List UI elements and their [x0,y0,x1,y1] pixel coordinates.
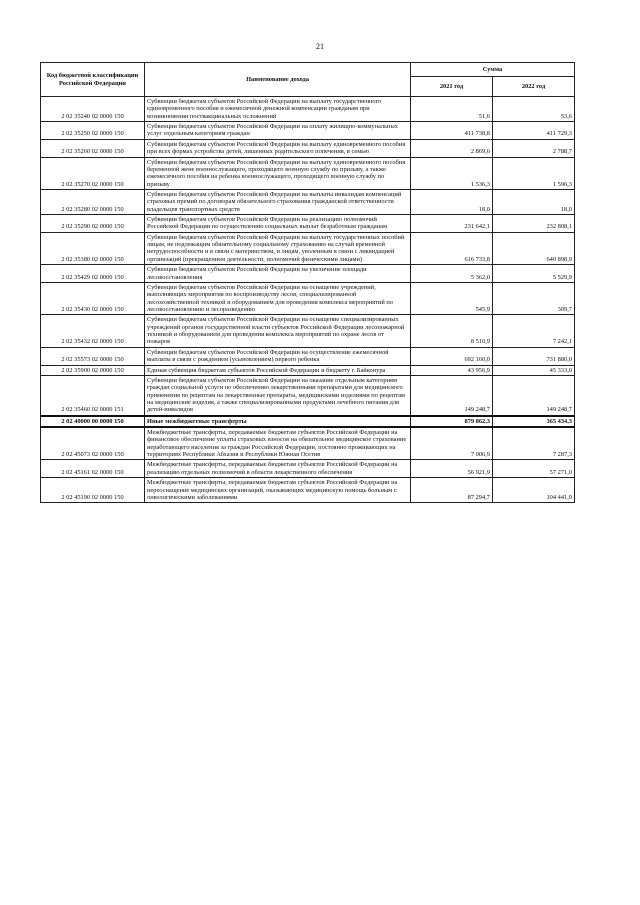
sum-2021-cell: 545,9 [411,282,493,314]
budget-code-cell: 2 02 35240 02 0000 150 [41,97,145,122]
sum-2022-cell: 365 434,3 [493,416,575,427]
budget-code-cell: 2 02 35430 02 0000 150 [41,282,145,314]
sum-2021-cell: 692 160,0 [411,347,493,365]
table-row [41,265,575,283]
income-name-cell: Субвенции бюджетам субъектов Российской Федерации на оплату жилищно-коммунальных услуг отдельным категориям граждан [145,122,411,140]
sum-2021-cell: 18,0 [411,189,493,214]
income-name-cell: Субвенции бюджетам субъектов Российской Федерации на оказание отдельным категориям граждан социальной услуги по обеспечению лекарственными препаратами для медицинского применения по рецептам на лекарственные препараты, медицинскими изделиями по рецептам на медицинские изделия, а также специализированными продуктами лечебного питания для детей-инвалидов [145,375,411,415]
income-name-cell: Субвенции бюджетам субъектов Российской Федерации на увеличение площади лесовосстановления [145,265,411,283]
income-name-cell: Субвенции бюджетам субъектов Российской Федерации на оснащение специализированных учреждений органов государственной власти субъектов Российской Федерации лесопожарной техникой и оборудованием для проведения комплекса мероприятий по охране лесов от пожаров [145,315,411,347]
sum-2022-cell: 104 441,9 [493,478,575,503]
page-number: 21 [316,42,324,51]
header-name: Наименование дохода [145,63,411,97]
header-year-2022: 2022 год [493,77,575,97]
header-code: Код бюджетной классификации Российской Федерации [41,63,145,97]
table-row [41,215,575,233]
sum-2021-cell: 8 510,9 [411,315,493,347]
sum-2022-cell: 5 529,9 [493,265,575,283]
income-name-cell: Субвенции бюджетам субъектов Российской Федерации на осуществление ежемесячной выплаты в связи с рождением (усыновлением) первого ребенка [145,347,411,365]
budget-code-cell: 2 02 35429 02 0000 150 [41,265,145,283]
table-row [41,365,575,375]
sum-2022-cell: 18,0 [493,189,575,214]
sum-2021-cell: 879 862,3 [411,416,493,427]
sum-2021-cell: 616 733,8 [411,232,493,264]
sum-2022-cell: 7 287,3 [493,427,575,460]
budget-income-table [40,62,575,503]
sum-2022-cell: 2 788,7 [493,139,575,157]
income-name-cell: Субвенции бюджетам субъектов Российской Федерации на выплату государственных пособий лицам, не подлежащим обязательному социальному страхованию на случай временной нетрудоспособности и в связи с материнством, и лицам, уволенным в связи с ликвидацией организаций (прекращением деятельности, полномочий физическими лицами) [145,232,411,264]
table-row [41,427,575,460]
table-body [41,97,575,503]
table-row [41,157,575,189]
table-row [41,97,575,122]
budget-code-cell: 2 02 45161 02 0000 150 [41,460,145,478]
table-row [41,232,575,264]
sum-2021-cell: 43 956,9 [411,365,493,375]
budget-code-cell: 2 02 35460 02 0000 151 [41,375,145,415]
budget-code-cell: 2 02 35260 02 0000 150 [41,139,145,157]
income-name-cell: Единая субвенция бюджетам субъектов Российской Федерации и бюджету г. Байконура [145,365,411,375]
sum-2022-cell: 53,6 [493,97,575,122]
budget-code-cell: 2 02 45073 02 0000 150 [41,427,145,460]
income-name-cell: Субвенции бюджетам субъектов Российской Федерации на выплату государственного единовременного пособия и ежемесячной денежной компенсации гражданам при возникновении поствакцинальных осложнений [145,97,411,122]
sum-2022-cell: 731 880,0 [493,347,575,365]
income-name-cell: Субвенции бюджетам субъектов Российской Федерации на выплаты инвалидам компенсаций страховых премий по договорам обязательного страхования гражданской ответственности владельцев транспортных средств [145,189,411,214]
income-name-cell: Межбюджетные трансферты, передаваемые бюджетам субъектов Российской Федерации на переоснащение медицинских организаций, оказывающих медицинскую помощь больным с онкологическими заболеваниями [145,478,411,503]
header-sum: Сумма [411,63,575,77]
budget-code-cell: 2 02 35290 02 0000 150 [41,215,145,233]
table-row [41,315,575,347]
table-row [41,282,575,314]
budget-code-cell: 2 02 45190 02 0000 150 [41,478,145,503]
sum-2022-cell: 149 248,7 [493,375,575,415]
table-row [41,416,575,427]
income-name-cell: Межбюджетные трансферты, передаваемые бюджетам субъектов Российской Федерации на реализацию отдельных полномочий в области лекарственного обеспечения [145,460,411,478]
table-row [41,189,575,214]
table-row [41,375,575,415]
sum-2021-cell: 1 536,3 [411,157,493,189]
table-row [41,460,575,478]
sum-2021-cell: 56 921,9 [411,460,493,478]
sum-2021-cell: 411 738,8 [411,122,493,140]
header-year-2021: 2021 год [411,77,493,97]
sum-2021-cell: 5 362,0 [411,265,493,283]
sum-2022-cell: 7 242,1 [493,315,575,347]
sum-2021-cell: 87 294,7 [411,478,493,503]
sum-2022-cell: 640 898,9 [493,232,575,264]
table-row [41,139,575,157]
sum-2021-cell: 149 248,7 [411,375,493,415]
income-name-cell: Субвенции бюджетам субъектов Российской Федерации на выплату единовременного пособия беременной жене военнослужащего, проходящего военную службу по призыву, а также ежемесячного пособия на ребенка военнослужащего, проходящего военную службу по призыву [145,157,411,189]
sum-2022-cell: 57 271,0 [493,460,575,478]
sum-2021-cell: 7 006,9 [411,427,493,460]
sum-2022-cell: 411 729,3 [493,122,575,140]
budget-code-cell: 2 02 35573 02 0000 150 [41,347,145,365]
table-row [41,347,575,365]
sum-2021-cell: 2 869,6 [411,139,493,157]
sum-2022-cell: 232 808,1 [493,215,575,233]
income-name-cell: Субвенции бюджетам субъектов Российской Федерации на оснащение учреждений, выполняющих мероприятия по воспроизводству лесов, специализированной лесохозяйственной техникой и оборудованием для проведения комплекса мероприятий по лесовосстановлению и лесоразведению [145,282,411,314]
income-name-cell: Субвенции бюджетам субъектов Российской Федерации на реализацию полномочий Российской Федерации по осуществлению социальных выплат безработным гражданам [145,215,411,233]
table-row [41,122,575,140]
budget-code-cell: 2 02 35432 02 0000 150 [41,315,145,347]
budget-code-cell: 2 02 35270 02 0000 150 [41,157,145,189]
budget-code-cell: 2 02 35900 02 0000 150 [41,365,145,375]
budget-code-cell: 2 02 35280 02 0000 150 [41,189,145,214]
sum-2022-cell: 1 596,3 [493,157,575,189]
budget-code-cell: 2 02 40000 00 0000 150 [41,416,145,427]
sum-2022-cell: 45 333,0 [493,365,575,375]
income-name-cell: Межбюджетные трансферты, передаваемые бюджетам субъектов Российской Федерации на финансовое обеспечение уплаты страховых взносов на обязательное медицинское страхование неработающего населения за граждан Российской Федерации, постоянно проживающих на территориях Республики Абхазия и Республики Южная Осетия [145,427,411,460]
budget-code-cell: 2 02 35380 02 0000 150 [41,232,145,264]
table-row [41,478,575,503]
income-name-cell: Субвенции бюджетам субъектов Российской Федерации на выплату единовременного пособия при всех формах устройства детей, лишенных родительского попечения, в семью [145,139,411,157]
sum-2021-cell: 51,6 [411,97,493,122]
sum-2021-cell: 231 642,1 [411,215,493,233]
sum-2022-cell: 309,7 [493,282,575,314]
income-name-cell: Иные межбюджетные трансферты [145,416,411,427]
budget-code-cell: 2 02 35250 02 0000 150 [41,122,145,140]
